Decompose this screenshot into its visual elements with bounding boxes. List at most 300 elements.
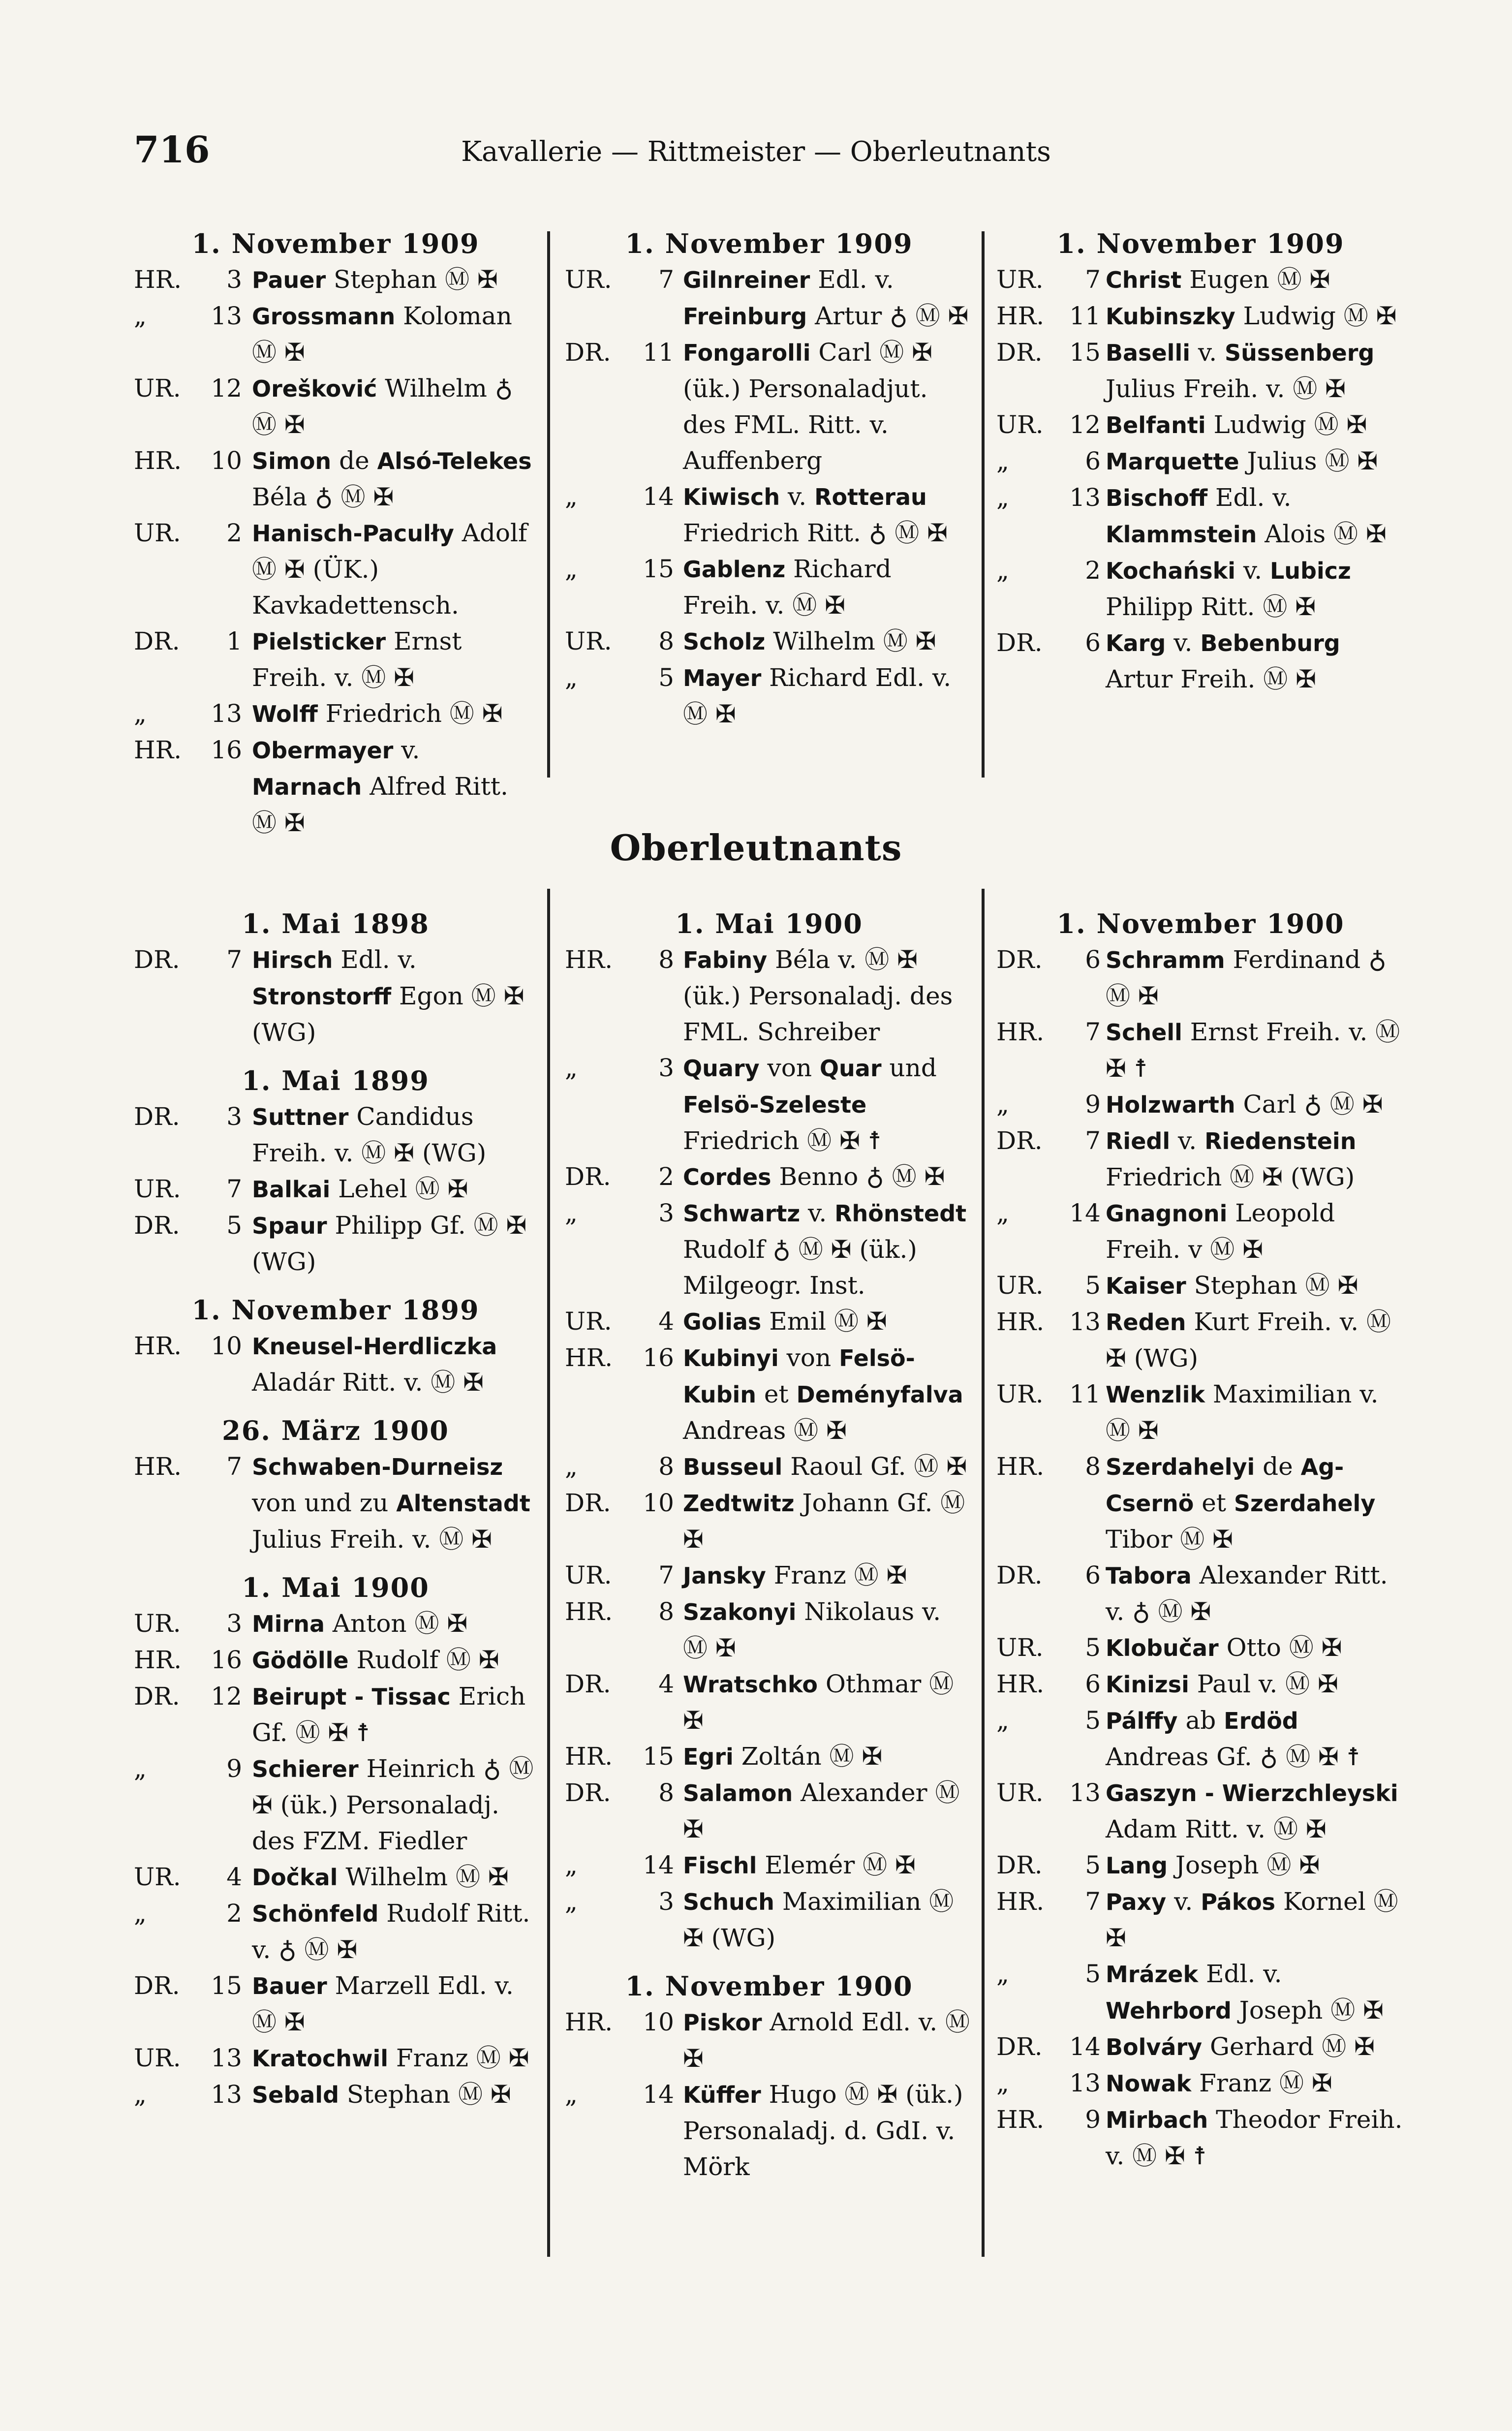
roster-entry: [565, 1666, 973, 1739]
regiment-number: 12: [211, 374, 242, 403]
rittmeister-column-3: [996, 225, 1405, 697]
regiment-type: HR.: [565, 1343, 613, 1372]
officer-name: Orešković Wilhelm ♁ Ⓜ ✠: [252, 374, 513, 439]
officer-name: Pálffy ab Erdöd Andreas Gf. ♁ Ⓜ ✠ ☨: [1106, 1706, 1360, 1771]
regiment-type: UR.: [996, 1271, 1044, 1300]
regiment-number: 13: [1069, 1778, 1101, 1807]
regiment-number: 4: [226, 1863, 242, 1891]
officer-name: Schell Ernst Freih. v. Ⓜ ✠ ☨: [1106, 1018, 1400, 1083]
roster-entry: [134, 371, 537, 443]
officer-name: Wenzlik Maximilian v. Ⓜ ✠: [1106, 1380, 1379, 1445]
date-heading: 1. Mai 1899: [242, 1065, 430, 1096]
roster-entry: [134, 262, 537, 298]
regiment-type: HR.: [134, 1332, 182, 1360]
roster-entry: [565, 262, 973, 335]
regiment-type: HR.: [134, 1452, 182, 1481]
regiment-type: HR.: [996, 1887, 1045, 1916]
roster-entry: [996, 942, 1405, 1014]
column-rule: [547, 231, 550, 778]
regiment-number: 16: [211, 736, 242, 764]
officer-name: Gödölle Rudolf Ⓜ ✠: [252, 1646, 499, 1674]
regiment-number: 2: [226, 1899, 242, 1928]
roster-entry: [996, 407, 1405, 443]
roster-entry: [996, 1268, 1405, 1304]
regiment-number: 13: [211, 699, 242, 728]
officer-name: Quary von Quar und Felsö-Szeleste Friedrich Ⓜ ✠ ☨: [683, 1054, 937, 1155]
officer-name: Jansky Franz Ⓜ ✠: [683, 1561, 907, 1590]
regiment-number: 6: [1085, 447, 1101, 475]
officer-name: Wolff Friedrich Ⓜ ✠: [252, 699, 503, 728]
officer-name: Kubinyi von Felsö-Kubin et Deményfalva Andreas Ⓜ ✠: [683, 1343, 963, 1445]
regiment-number: 6: [1085, 628, 1101, 657]
regiment-number: 12: [211, 1682, 242, 1711]
regiment-number: 15: [211, 1971, 242, 2000]
officer-name: Gablenz Richard Freih. v. Ⓜ ✠: [683, 555, 892, 620]
roster-entry: [996, 1123, 1405, 1195]
officer-name: Schramm Ferdinand ♁ Ⓜ ✠: [1106, 945, 1387, 1010]
regiment-type: „: [996, 2069, 1009, 2097]
regiment-type: „: [565, 1887, 578, 1916]
roster-entry: [996, 2065, 1405, 2102]
officer-name: Fischl Elemér Ⓜ ✠: [683, 1851, 916, 1879]
regiment-type: HR.: [565, 2008, 613, 2036]
roster-entry: [996, 1847, 1405, 1884]
officer-name: Mirbach Theodor Freih. v. Ⓜ ✠ ☨: [1106, 2105, 1403, 2170]
date-heading: 1. Mai 1900: [242, 1572, 430, 1603]
regiment-type: DR.: [565, 1670, 611, 1698]
roster-entry: [996, 1195, 1405, 1268]
regiment-number: 6: [1085, 1561, 1101, 1590]
regiment-type: „: [134, 2080, 147, 2109]
officer-name: Fabiny Béla v. Ⓜ ✠ (ük.) Personaladj. des FML. Schreiber: [683, 945, 953, 1046]
regiment-type: „: [565, 1851, 578, 1879]
roster-entry: [134, 1679, 537, 1751]
regiment-number: 7: [658, 265, 674, 294]
column-rule: [547, 889, 550, 2257]
officer-name: Belfanti Ludwig Ⓜ ✠: [1106, 410, 1367, 439]
officer-name: Bolváry Gerhard Ⓜ ✠: [1106, 2032, 1375, 2061]
oberleutnants-column-2: [565, 905, 973, 2185]
regiment-number: 15: [643, 1742, 674, 1771]
regiment-type: „: [134, 1899, 147, 1928]
regiment-type: HR.: [134, 265, 182, 294]
roster-entry: [134, 623, 537, 696]
regiment-type: HR.: [996, 1018, 1045, 1046]
regiment-number: 9: [226, 1754, 242, 1783]
officer-name: Piskor Arnold Edl. v. Ⓜ ✠: [683, 2008, 970, 2073]
roster-entry: [565, 1159, 973, 1195]
regiment-type: UR.: [996, 265, 1044, 294]
regiment-type: „: [134, 1754, 147, 1783]
regiment-type: DR.: [134, 1102, 180, 1131]
roster-entry: [996, 1884, 1405, 1956]
regiment-type: DR.: [565, 1489, 611, 1517]
roster-entry: [996, 1956, 1405, 2029]
regiment-type: DR.: [996, 628, 1043, 657]
regiment-number: 4: [658, 1307, 674, 1336]
regiment-type: UR.: [565, 1561, 612, 1590]
officer-name: Hanisch-Paculły Adolf Ⓜ ✠ (ÜK.) Kavkadettensch.: [252, 519, 527, 620]
officer-name: Riedl v. Riedenstein Friedrich Ⓜ ✠ (WG): [1106, 1126, 1357, 1191]
regiment-type: HR.: [996, 1308, 1045, 1336]
roster-entry: [134, 1606, 537, 1642]
officer-name: Busseul Raoul Gf. Ⓜ ✠: [683, 1452, 967, 1481]
regiment-number: 8: [1085, 1452, 1101, 1481]
regiment-type: „: [565, 1054, 578, 1082]
roster-entry: [996, 1087, 1405, 1123]
regiment-number: 15: [643, 555, 674, 583]
regiment-type: „: [565, 482, 578, 511]
regiment-number: 7: [1085, 265, 1101, 294]
officer-name: Paxy v. Pákos Kornel Ⓜ ✠: [1106, 1887, 1398, 1952]
officer-name: Marquette Julius Ⓜ ✠: [1106, 447, 1378, 475]
roster-entry: [565, 1449, 973, 1485]
regiment-number: 8: [658, 1597, 674, 1626]
regiment-number: 12: [1069, 410, 1101, 439]
regiment-type: DR.: [134, 1971, 180, 2000]
regiment-type: „: [565, 2080, 578, 2109]
officer-name: Suttner Candidus Freih. v. Ⓜ ✠ (WG): [252, 1102, 487, 1167]
date-heading: 1. November 1900: [625, 1970, 913, 2002]
roster-entry: [134, 1896, 537, 1968]
officer-name: Simon de Alsó-Telekes Béla ♁ Ⓜ ✠: [252, 446, 532, 511]
regiment-type: DR.: [996, 945, 1043, 974]
column-rule: [982, 231, 985, 778]
officer-name: Golias Emil Ⓜ ✠: [683, 1307, 887, 1336]
roster-entry: [134, 1171, 537, 1208]
date-heading: 1. Mai 1898: [242, 908, 430, 939]
regiment-type: DR.: [565, 338, 611, 367]
roster-entry: [996, 625, 1405, 697]
officer-name: Karg v. Bebenburg Artur Freih. Ⓜ ✠: [1106, 628, 1340, 693]
regiment-type: UR.: [996, 1380, 1044, 1408]
regiment-type: UR.: [565, 1307, 612, 1336]
rittmeister-column-1: [134, 225, 537, 841]
roster-entry: [134, 2077, 537, 2113]
officer-name: Tabora Alexander Ritt. v. ♁ Ⓜ ✠: [1106, 1561, 1388, 1626]
regiment-number: 10: [211, 1332, 242, 1360]
regiment-number: 13: [1069, 2069, 1101, 2097]
regiment-type: HR.: [996, 1670, 1045, 1698]
roster-entry: [565, 479, 973, 551]
roster-entry: [996, 480, 1405, 553]
regiment-number: 11: [1069, 1380, 1101, 1408]
officer-name: Balkai Lehel Ⓜ ✠: [252, 1175, 468, 1203]
regiment-type: DR.: [996, 2032, 1043, 2061]
regiment-type: HR.: [996, 1452, 1045, 1481]
roster-entry: [565, 1340, 973, 1449]
officer-name: Pauer Stephan Ⓜ ✠: [252, 265, 498, 294]
regiment-type: UR.: [134, 2044, 181, 2072]
roster-entry: [565, 942, 973, 1050]
regiment-number: 5: [1085, 1851, 1101, 1879]
regiment-number: 9: [1085, 1090, 1101, 1119]
regiment-type: UR.: [134, 519, 181, 547]
regiment-number: 7: [226, 945, 242, 974]
officer-name: Küffer Hugo Ⓜ ✠ (ük.) Personaladj. d. GdI. v. Mörk: [683, 2080, 963, 2181]
roster-entry: [565, 551, 973, 623]
regiment-type: „: [996, 1090, 1009, 1119]
officer-name: Scholz Wilhelm Ⓜ ✠: [683, 627, 936, 655]
regiment-type: DR.: [996, 1851, 1043, 1879]
officer-name: Hirsch Edl. v. Stronstorff Egon Ⓜ ✠ (WG): [252, 945, 525, 1047]
regiment-number: 13: [1069, 483, 1101, 512]
officer-name: Reden Kurt Freih. v. Ⓜ ✠ (WG): [1106, 1308, 1391, 1372]
roster-entry: [134, 443, 537, 515]
officer-name: Szerdahelyi de Ag-Csernö et Szerdahely Tibor Ⓜ ✠: [1106, 1452, 1376, 1554]
officer-name: Sebald Stephan Ⓜ ✠: [252, 2080, 511, 2109]
regiment-type: UR.: [996, 1633, 1044, 1662]
regiment-type: „: [565, 663, 578, 692]
roster-entry: [565, 1304, 973, 1340]
roster-entry: [134, 298, 537, 371]
regiment-type: „: [134, 699, 147, 728]
officer-name: Gilnreiner Edl. v. Freinburg Artur ♁ Ⓜ ✠: [683, 265, 969, 330]
regiment-number: 14: [1069, 1199, 1101, 1227]
officer-name: Kinizsi Paul v. Ⓜ ✠: [1106, 1670, 1338, 1698]
officer-name: Grossmann Koloman Ⓜ ✠: [252, 302, 512, 367]
regiment-number: 2: [658, 1162, 674, 1191]
regiment-type: DR.: [134, 627, 180, 655]
officer-name: Zedtwitz Johann Gf. Ⓜ ✠: [683, 1489, 965, 1554]
officer-name: Mirna Anton Ⓜ ✠: [252, 1609, 468, 1638]
regiment-number: 14: [1069, 2032, 1101, 2061]
regiment-type: HR.: [134, 1646, 182, 1674]
officer-name: Mrázek Edl. v. Wehrbord Joseph Ⓜ ✠: [1106, 1960, 1384, 2025]
regiment-number: 3: [226, 265, 242, 294]
roster-entry: [996, 1666, 1405, 1703]
regiment-number: 10: [643, 2008, 674, 2036]
regiment-number: 5: [1085, 1271, 1101, 1300]
regiment-type: UR.: [996, 1778, 1044, 1807]
roster-entry: [565, 660, 973, 732]
roster-entry: [134, 2040, 537, 2077]
roster-entry: [134, 1751, 537, 1859]
roster-entry: [134, 696, 537, 732]
regiment-number: 3: [658, 1887, 674, 1916]
regiment-number: 16: [643, 1343, 674, 1372]
date-heading: 1. November 1909: [1056, 228, 1345, 259]
regiment-type: „: [996, 447, 1009, 475]
roster-entry: [565, 1739, 973, 1775]
regiment-type: „: [996, 483, 1009, 512]
officer-name: Schuch Maximilian Ⓜ ✠ (WG): [683, 1887, 954, 1952]
regiment-number: 5: [1085, 1706, 1101, 1735]
roster-entry: [996, 1703, 1405, 1775]
regiment-number: 6: [1085, 1670, 1101, 1698]
roster-entry: [565, 1558, 973, 1594]
roster-entry: [565, 1485, 973, 1558]
regiment-number: 13: [211, 302, 242, 330]
date-heading: 1. November 1900: [1056, 908, 1345, 939]
rittmeister-column-2: [565, 225, 973, 732]
officer-name: Wratschko Othmar Ⓜ ✠: [683, 1670, 954, 1735]
regiment-type: UR.: [996, 410, 1044, 439]
officer-name: Lang Joseph Ⓜ ✠: [1106, 1851, 1320, 1879]
officer-name: Cordes Benno ♁ Ⓜ ✠: [683, 1162, 945, 1191]
regiment-type: UR.: [134, 1863, 181, 1891]
regiment-number: 10: [643, 1489, 674, 1517]
roster-entry: [996, 298, 1405, 335]
roster-entry: [565, 1884, 973, 1956]
roster-entry: [134, 942, 537, 1051]
regiment-number: 8: [658, 1452, 674, 1481]
regiment-number: 2: [1085, 556, 1101, 585]
date-heading: 26. März 1900: [222, 1415, 449, 1446]
officer-name: Bauer Marzell Edl. v. Ⓜ ✠: [252, 1971, 514, 2036]
regiment-number: 16: [211, 1646, 242, 1674]
regiment-type: „: [565, 1199, 578, 1227]
column-rule: [982, 889, 985, 2257]
regiment-type: DR.: [134, 945, 180, 974]
officer-name: Bischoff Edl. v. Klammstein Alois Ⓜ ✠: [1106, 483, 1387, 548]
roster-entry: [996, 1376, 1405, 1449]
roster-entry: [996, 262, 1405, 298]
officer-name: Mayer Richard Edl. v. Ⓜ ✠: [683, 663, 952, 728]
page-header: [0, 129, 1512, 171]
officer-name: Beirupt - Tissac Erich Gf. Ⓜ ✠ ☨: [252, 1682, 526, 1747]
regiment-number: 3: [658, 1199, 674, 1227]
regiment-number: 14: [643, 1851, 674, 1879]
regiment-type: „: [996, 1706, 1009, 1735]
roster-entry: [996, 1014, 1405, 1087]
roster-entry: [996, 1558, 1405, 1630]
regiment-type: HR.: [996, 2105, 1045, 2134]
regiment-type: UR.: [134, 1609, 181, 1638]
regiment-number: 7: [1085, 1018, 1101, 1046]
regiment-number: 14: [643, 2080, 674, 2109]
date-heading: 1. Mai 1900: [675, 908, 863, 939]
officer-name: Kiwisch v. Rotterau Friedrich Ritt. ♁ Ⓜ ✠: [683, 482, 948, 547]
roster-entry: [134, 1449, 537, 1558]
roster-entry: [134, 1859, 537, 1896]
officer-name: Kratochwil Franz Ⓜ ✠: [252, 2044, 529, 2072]
section-title-oberleutnants: Oberleutnants: [610, 827, 902, 869]
officer-name: Klobučar Otto Ⓜ ✠: [1106, 1633, 1342, 1662]
officer-name: Dočkal Wilhelm Ⓜ ✠: [252, 1863, 509, 1891]
roster-entry: [565, 1050, 973, 1159]
regiment-number: 9: [1085, 2105, 1101, 2134]
regiment-type: UR.: [565, 265, 612, 294]
officer-name: Schwaben-Durneisz von und zu Altenstadt Julius Freih. v. Ⓜ ✠: [252, 1454, 530, 1554]
regiment-number: 3: [226, 1609, 242, 1638]
regiment-number: 3: [658, 1054, 674, 1082]
officer-name: Kneusel-Herdliczka Aladár Ritt. v. Ⓜ ✠: [252, 1333, 497, 1397]
regiment-type: „: [565, 555, 578, 583]
regiment-number: 8: [658, 945, 674, 974]
roster-entry: [134, 515, 537, 623]
roster-entry: [565, 335, 973, 479]
regiment-number: 1: [226, 627, 242, 655]
roster-entry: [996, 335, 1405, 407]
officer-name: Holzwarth Carl ♁ Ⓜ ✠: [1106, 1090, 1383, 1119]
regiment-number: 3: [226, 1102, 242, 1131]
roster-entry: [134, 1642, 537, 1679]
oberleutnants-column-1: [134, 905, 537, 2113]
regiment-type: „: [565, 1452, 578, 1481]
regiment-type: „: [134, 302, 147, 330]
regiment-type: HR.: [565, 1597, 613, 1626]
regiment-number: 10: [211, 446, 242, 475]
regiment-number: 13: [1069, 1308, 1101, 1336]
regiment-type: DR.: [996, 1126, 1043, 1155]
regiment-number: 13: [211, 2044, 242, 2072]
regiment-type: DR.: [134, 1211, 180, 1240]
officer-name: Kochański v. Lubicz Philipp Ritt. Ⓜ ✠: [1106, 556, 1351, 621]
regiment-number: 7: [226, 1175, 242, 1203]
date-heading: 1. November 1909: [191, 228, 480, 259]
page-number: 716: [134, 129, 210, 171]
roster-entry: [996, 443, 1405, 480]
regiment-type: HR.: [134, 736, 182, 764]
officer-name: Nowak Franz Ⓜ ✠: [1106, 2069, 1332, 2097]
regiment-number: 7: [658, 1561, 674, 1590]
regiment-type: „: [996, 1199, 1009, 1227]
roster-entry: [996, 553, 1405, 625]
regiment-type: UR.: [134, 1175, 181, 1203]
roster-entry: [565, 1195, 973, 1304]
roster-entry: [134, 1968, 537, 2040]
officer-name: Baselli v. Süssenberg Julius Freih. v. Ⓜ ✠: [1106, 338, 1375, 403]
roster-entry: [134, 732, 537, 841]
officer-name: Gnagnoni Leopold Freih. v Ⓜ ✠: [1106, 1199, 1335, 1264]
regiment-number: 2: [226, 519, 242, 547]
regiment-type: HR.: [565, 945, 613, 974]
regiment-type: DR.: [565, 1162, 611, 1191]
regiment-number: 4: [658, 1670, 674, 1698]
regiment-number: 15: [1069, 338, 1101, 367]
running-head: Kavallerie — Rittmeister — Oberleutnants: [461, 136, 1051, 168]
regiment-number: 5: [226, 1211, 242, 1240]
officer-name: Obermayer v. Marnach Alfred Ritt. Ⓜ ✠: [252, 736, 508, 837]
officer-name: Szakonyi Nikolaus v. Ⓜ ✠: [683, 1597, 941, 1662]
regiment-type: DR.: [996, 338, 1043, 367]
roster-entry: [996, 2029, 1405, 2065]
date-heading: 1. November 1899: [191, 1294, 480, 1326]
roster-entry: [996, 1775, 1405, 1847]
officer-name: Kubinszky Ludwig Ⓜ ✠: [1106, 302, 1397, 330]
officer-name: Christ Eugen Ⓜ ✠: [1106, 265, 1330, 294]
regiment-number: 7: [1085, 1126, 1101, 1155]
regiment-type: „: [996, 1960, 1009, 1988]
regiment-number: 8: [658, 627, 674, 655]
roster-entry: [565, 2077, 973, 2185]
regiment-number: 6: [1085, 945, 1101, 974]
regiment-number: 13: [211, 2080, 242, 2109]
regiment-type: DR.: [134, 1682, 180, 1711]
roster-entry: [565, 1847, 973, 1884]
roster-entry: [996, 1304, 1405, 1376]
regiment-number: 5: [1085, 1633, 1101, 1662]
regiment-number: 11: [1069, 302, 1101, 330]
roster-entry: [565, 1775, 973, 1847]
roster-entry: [565, 1594, 973, 1666]
regiment-type: UR.: [134, 374, 181, 403]
roster-entry: [565, 623, 973, 660]
officer-name: Gaszyn - Wierzchleyski Adam Ritt. v. Ⓜ ✠: [1106, 1780, 1398, 1843]
roster-entry: [996, 1630, 1405, 1666]
regiment-number: 8: [658, 1778, 674, 1807]
roster-entry: [134, 1328, 537, 1401]
regiment-number: 7: [226, 1452, 242, 1481]
date-heading: 1. November 1909: [625, 228, 913, 259]
officer-name: Egri Zoltán Ⓜ ✠: [683, 1742, 883, 1771]
regiment-number: 14: [643, 482, 674, 511]
officer-name: Schönfeld Rudolf Ritt. v. ♁ Ⓜ ✠: [252, 1899, 530, 1964]
regiment-type: HR.: [565, 1742, 613, 1771]
regiment-type: HR.: [134, 446, 182, 475]
roster-entry: [134, 1208, 537, 1280]
